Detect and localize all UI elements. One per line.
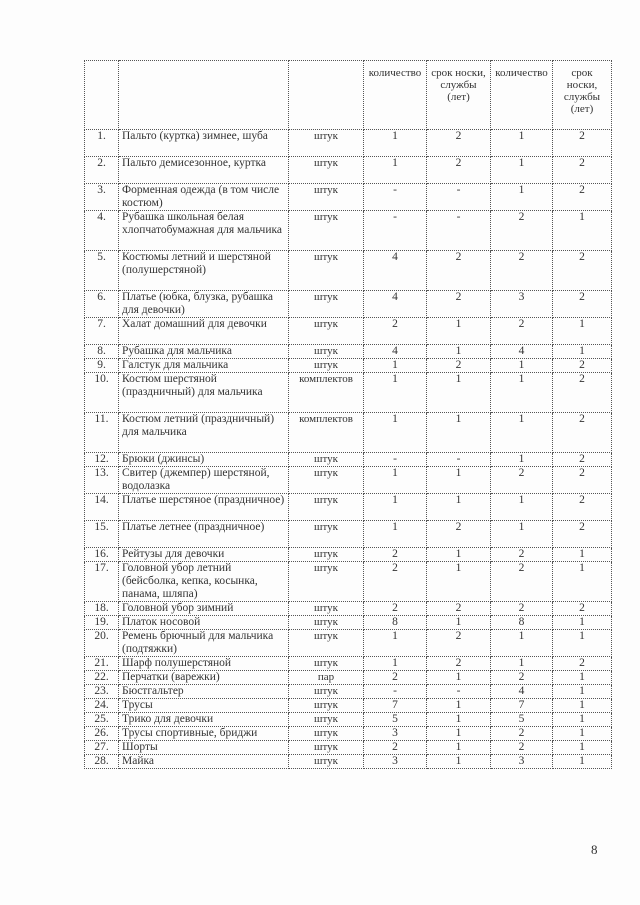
table-row [85, 184, 612, 211]
row-item-name: Платье шерстяное (праздничное) [119, 494, 289, 521]
row-wear-term-2: 1 [553, 671, 612, 685]
row-item-name: Халат домашний для девочки [119, 318, 289, 345]
row-quantity-2: 2 [491, 548, 553, 562]
row-wear-term-1: 1 [427, 616, 491, 630]
row-wear-term-2: 2 [553, 184, 612, 211]
row-wear-term-1: - [427, 211, 491, 251]
row-quantity-2: 2 [491, 251, 553, 291]
row-wear-term-1: 2 [427, 521, 491, 548]
row-item-name: Трусы [119, 699, 289, 713]
row-unit: штук [289, 755, 364, 769]
header-wear-term-1: срок носки, службы (лет) [427, 61, 491, 130]
row-quantity-1: 1 [364, 657, 427, 671]
row-unit: штук [289, 291, 364, 318]
row-number: 7. [85, 318, 119, 345]
row-quantity-2: 2 [491, 211, 553, 251]
row-number: 24. [85, 699, 119, 713]
row-wear-term-2: 2 [553, 602, 612, 616]
row-number: 20. [85, 630, 119, 657]
row-item-name: Трико для девочки [119, 713, 289, 727]
row-wear-term-2: 1 [553, 630, 612, 657]
row-number: 14. [85, 494, 119, 521]
row-number: 11. [85, 413, 119, 453]
row-unit: штук [289, 130, 364, 157]
row-quantity-2: 1 [491, 184, 553, 211]
row-quantity-1: 2 [364, 548, 427, 562]
row-number: 2. [85, 157, 119, 184]
row-number: 28. [85, 755, 119, 769]
row-wear-term-2: 2 [553, 413, 612, 453]
row-wear-term-1: 1 [427, 699, 491, 713]
table-row [85, 616, 612, 630]
row-wear-term-2: 1 [553, 685, 612, 699]
row-item-name: Свитер (джемпер) шерстяной, водолазка [119, 467, 289, 494]
row-item-name: Бюстгальтер [119, 685, 289, 699]
header-quantity-2: количество [491, 61, 553, 130]
row-wear-term-2: 2 [553, 494, 612, 521]
row-unit: штук [289, 713, 364, 727]
row-wear-term-2: 2 [553, 521, 612, 548]
table-row [85, 671, 612, 685]
row-wear-term-1: 2 [427, 291, 491, 318]
row-wear-term-1: 1 [427, 373, 491, 413]
row-item-name: Шарф полушерстяной [119, 657, 289, 671]
row-quantity-2: 1 [491, 453, 553, 467]
row-quantity-2: 1 [491, 657, 553, 671]
table-row [85, 699, 612, 713]
row-item-name: Головной убор зимний [119, 602, 289, 616]
row-unit: штук [289, 727, 364, 741]
table-row [85, 359, 612, 373]
clothing-norms-table [84, 60, 612, 769]
row-quantity-1: 2 [364, 562, 427, 602]
row-wear-term-2: 2 [553, 657, 612, 671]
row-quantity-1: 2 [364, 741, 427, 755]
table-row [85, 521, 612, 548]
table-row [85, 630, 612, 657]
row-wear-term-1: 2 [427, 657, 491, 671]
row-item-name: Галстук для мальчика [119, 359, 289, 373]
row-quantity-2: 1 [491, 359, 553, 373]
row-unit: штук [289, 602, 364, 616]
row-item-name: Перчатки (варежки) [119, 671, 289, 685]
row-quantity-2: 4 [491, 685, 553, 699]
row-number: 16. [85, 548, 119, 562]
row-item-name: Шорты [119, 741, 289, 755]
row-number: 6. [85, 291, 119, 318]
row-wear-term-2: 1 [553, 318, 612, 345]
row-quantity-2: 1 [491, 494, 553, 521]
row-quantity-2: 2 [491, 562, 553, 602]
row-wear-term-1: 1 [427, 345, 491, 359]
row-quantity-1: - [364, 453, 427, 467]
row-unit: штук [289, 184, 364, 211]
row-unit: комплектов [289, 373, 364, 413]
row-wear-term-2: 2 [553, 291, 612, 318]
row-quantity-1: 5 [364, 713, 427, 727]
row-wear-term-2: 1 [553, 755, 612, 769]
table-row [85, 467, 612, 494]
row-quantity-2: 1 [491, 157, 553, 184]
page-number: 8 [591, 842, 598, 857]
row-quantity-1: 7 [364, 699, 427, 713]
row-quantity-2: 1 [491, 630, 553, 657]
row-number: 5. [85, 251, 119, 291]
row-wear-term-2: 1 [553, 345, 612, 359]
row-number: 17. [85, 562, 119, 602]
row-number: 23. [85, 685, 119, 699]
row-unit: штук [289, 251, 364, 291]
row-item-name: Брюки (джинсы) [119, 453, 289, 467]
row-quantity-1: 4 [364, 251, 427, 291]
row-quantity-1: 2 [364, 602, 427, 616]
row-wear-term-1: 1 [427, 713, 491, 727]
row-quantity-1: 1 [364, 130, 427, 157]
table-row [85, 413, 612, 453]
row-item-name: Платье (юбка, блузка, рубашка для девочки) [119, 291, 289, 318]
row-quantity-2: 2 [491, 727, 553, 741]
row-quantity-2: 5 [491, 713, 553, 727]
row-item-name: Платок носовой [119, 616, 289, 630]
table-row [85, 453, 612, 467]
row-wear-term-1: 1 [427, 727, 491, 741]
row-wear-term-1: 2 [427, 130, 491, 157]
row-wear-term-1: - [427, 184, 491, 211]
row-quantity-1: 1 [364, 373, 427, 413]
row-quantity-1: 1 [364, 413, 427, 453]
row-number: 1. [85, 130, 119, 157]
row-item-name: Костюмы летний и шерстяной (полушерстяной) [119, 251, 289, 291]
row-item-name: Пальто (куртка) зимнее, шуба [119, 130, 289, 157]
row-quantity-2: 1 [491, 521, 553, 548]
row-number: 19. [85, 616, 119, 630]
row-item-name: Костюм летний (праздничный) для мальчика [119, 413, 289, 453]
table-row [85, 685, 612, 699]
row-unit: штук [289, 699, 364, 713]
row-quantity-1: 1 [364, 521, 427, 548]
row-quantity-1: 8 [364, 616, 427, 630]
table-row [85, 562, 612, 602]
header-quantity-1: количество [364, 61, 427, 130]
row-quantity-2: 3 [491, 755, 553, 769]
row-number: 12. [85, 453, 119, 467]
row-unit: штук [289, 521, 364, 548]
row-unit: штук [289, 453, 364, 467]
table-row [85, 494, 612, 521]
row-quantity-2: 1 [491, 413, 553, 453]
table-row [85, 251, 612, 291]
row-quantity-2: 1 [491, 130, 553, 157]
row-wear-term-2: 1 [553, 562, 612, 602]
row-quantity-2: 2 [491, 602, 553, 616]
row-wear-term-1: 2 [427, 359, 491, 373]
row-wear-term-1: 1 [427, 467, 491, 494]
row-number: 26. [85, 727, 119, 741]
row-item-name: Трусы спортивные, бриджи [119, 727, 289, 741]
header-cell-number [85, 61, 119, 130]
row-quantity-1: - [364, 685, 427, 699]
table-row [85, 211, 612, 251]
row-quantity-1: - [364, 211, 427, 251]
table-header-row [85, 61, 612, 130]
row-quantity-1: 2 [364, 318, 427, 345]
table-row [85, 713, 612, 727]
row-unit: штук [289, 345, 364, 359]
row-wear-term-1: 1 [427, 548, 491, 562]
row-wear-term-2: 1 [553, 699, 612, 713]
row-wear-term-2: 2 [553, 373, 612, 413]
table-row [85, 755, 612, 769]
table-row [85, 657, 612, 671]
row-unit: штук [289, 548, 364, 562]
table-row [85, 130, 612, 157]
row-wear-term-1: 2 [427, 157, 491, 184]
row-unit: штук [289, 494, 364, 521]
row-wear-term-1: 1 [427, 562, 491, 602]
table-row [85, 602, 612, 616]
row-number: 25. [85, 713, 119, 727]
row-wear-term-2: 1 [553, 211, 612, 251]
row-unit: штук [289, 685, 364, 699]
row-unit: штук [289, 467, 364, 494]
row-wear-term-2: 2 [553, 251, 612, 291]
row-number: 4. [85, 211, 119, 251]
row-wear-term-1: 1 [427, 741, 491, 755]
row-quantity-1: 1 [364, 630, 427, 657]
row-wear-term-2: 1 [553, 741, 612, 755]
table-body [85, 61, 612, 769]
row-wear-term-1: - [427, 453, 491, 467]
row-unit: штук [289, 211, 364, 251]
row-number: 18. [85, 602, 119, 616]
row-number: 10. [85, 373, 119, 413]
row-wear-term-1: 1 [427, 413, 491, 453]
row-wear-term-1: 1 [427, 318, 491, 345]
row-item-name: Пальто демисезонное, куртка [119, 157, 289, 184]
row-quantity-1: 1 [364, 359, 427, 373]
row-item-name: Костюм шерстяной (праздничный) для мальчика [119, 373, 289, 413]
row-item-name: Форменная одежда (в том числе костюм) [119, 184, 289, 211]
row-quantity-2: 4 [491, 345, 553, 359]
row-number: 22. [85, 671, 119, 685]
row-number: 15. [85, 521, 119, 548]
row-quantity-2: 2 [491, 741, 553, 755]
header-cell-item [119, 61, 289, 130]
row-item-name: Майка [119, 755, 289, 769]
table-row [85, 157, 612, 184]
row-quantity-2: 7 [491, 699, 553, 713]
table-row [85, 318, 612, 345]
row-quantity-1: 2 [364, 671, 427, 685]
table-row [85, 373, 612, 413]
row-wear-term-1: 2 [427, 630, 491, 657]
row-item-name: Рейтузы для девочки [119, 548, 289, 562]
row-quantity-1: - [364, 184, 427, 211]
row-number: 13. [85, 467, 119, 494]
row-unit: штук [289, 157, 364, 184]
row-unit: штук [289, 616, 364, 630]
row-quantity-1: 1 [364, 157, 427, 184]
row-quantity-2: 1 [491, 373, 553, 413]
table-row [85, 291, 612, 318]
row-unit: штук [289, 318, 364, 345]
row-quantity-1: 3 [364, 755, 427, 769]
row-unit: пар [289, 671, 364, 685]
row-wear-term-1: 1 [427, 755, 491, 769]
row-wear-term-2: 1 [553, 727, 612, 741]
row-wear-term-2: 2 [553, 130, 612, 157]
row-number: 9. [85, 359, 119, 373]
row-unit: штук [289, 359, 364, 373]
row-wear-term-2: 1 [553, 713, 612, 727]
row-wear-term-2: 2 [553, 453, 612, 467]
row-quantity-1: 4 [364, 291, 427, 318]
row-quantity-1: 1 [364, 494, 427, 521]
row-unit: штук [289, 630, 364, 657]
row-wear-term-2: 1 [553, 548, 612, 562]
row-number: 21. [85, 657, 119, 671]
row-wear-term-2: 1 [553, 616, 612, 630]
row-item-name: Ремень брючный для мальчика (подтяжки) [119, 630, 289, 657]
row-item-name: Платье летнее (праздничное) [119, 521, 289, 548]
table-row [85, 548, 612, 562]
row-quantity-1: 3 [364, 727, 427, 741]
table-row [85, 727, 612, 741]
row-unit: штук [289, 562, 364, 602]
row-number: 27. [85, 741, 119, 755]
row-quantity-2: 3 [491, 291, 553, 318]
row-unit: штук [289, 657, 364, 671]
row-item-name: Головной убор летний (бейсболка, кепка, косынка, панама, шляпа) [119, 562, 289, 602]
table-row [85, 741, 612, 755]
row-wear-term-1: 1 [427, 494, 491, 521]
table-row [85, 345, 612, 359]
row-unit: комплектов [289, 413, 364, 453]
row-quantity-2: 2 [491, 467, 553, 494]
row-quantity-1: 4 [364, 345, 427, 359]
header-cell-unit [289, 61, 364, 130]
row-wear-term-2: 2 [553, 157, 612, 184]
row-quantity-2: 2 [491, 318, 553, 345]
row-quantity-2: 8 [491, 616, 553, 630]
row-wear-term-2: 2 [553, 359, 612, 373]
header-wear-term-2: срок носки, службы (лет) [553, 61, 612, 130]
row-item-name: Рубашка для мальчика [119, 345, 289, 359]
row-item-name: Рубашка школьная белая хлопчатобумажная для мальчика [119, 211, 289, 251]
row-quantity-1: 1 [364, 467, 427, 494]
row-number: 3. [85, 184, 119, 211]
row-wear-term-1: 2 [427, 251, 491, 291]
row-number: 8. [85, 345, 119, 359]
row-wear-term-1: 2 [427, 602, 491, 616]
row-wear-term-1: 1 [427, 671, 491, 685]
row-wear-term-2: 2 [553, 467, 612, 494]
row-quantity-2: 2 [491, 671, 553, 685]
row-unit: штук [289, 741, 364, 755]
row-wear-term-1: - [427, 685, 491, 699]
